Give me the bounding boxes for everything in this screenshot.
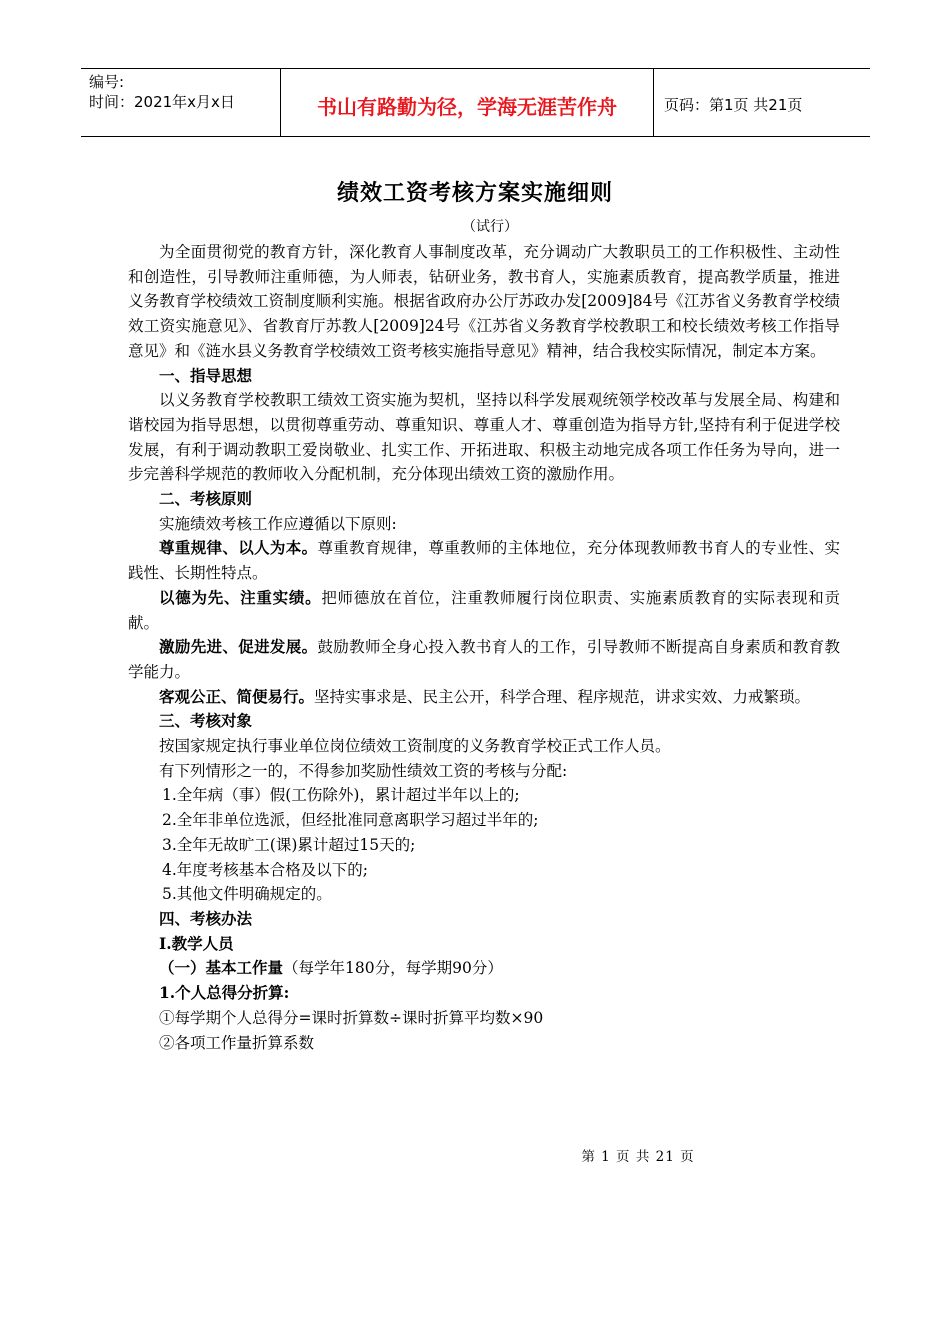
basic-workload-label: （一）基本工作量	[159, 958, 284, 978]
guiding-thought-paragraph: 以义务教育学校教职工绩效工资实施为契机，坚持以科学发展观统领学校改革与发展全局、构建和谐校园为指导思想，以贯彻尊重劳动、尊重知识、尊重人才、尊重创造为指导方针,坚持有利于促进学校发展，有利于调动教职工爱岗敬业、扎实工作、开拓进取、积极主动地完成各项工作任务为导向，进一步完善科学规范的教师收入分配机制，充分体现出绩效工资的激励作用。	[128, 391, 840, 484]
header-motto: 书山有路勤为径，学海无涯苦作舟	[317, 95, 617, 119]
exclusion-item: 5.其他文件明确规定的。	[162, 885, 332, 904]
exclusion-item: 1.全年病（事）假(工伤除外)，累计超过半年以上的;	[162, 786, 520, 805]
page-footer: 第 1 页 共 21 页	[581, 1149, 695, 1165]
basic-workload-note: （每学年180分，每学期90分）	[283, 959, 503, 978]
intro-paragraph: 为全面贯彻党的教育方针，深化教育人事制度改革，充分调动广大教职员工的工作积极性、主动性和创造性，引导教师注重师德，为人师表，钻研业务，教书育人，实施素质教育，提高教学质量，推进义务教育学校绩效工资制度顺利实施。根据省政府办公厅苏政办发[2009]84号《江苏省义务教育学校绩效工资实施意见》、省教育厅苏教人[2009]24号《江苏省义务教育学校教职工和校长绩效考核工作指导意见》和《涟水县义务教育学校绩效工资考核实施指导意见》精神，结合我校实际情况，制定本方案。	[128, 243, 840, 360]
principle-paragraph	[128, 536, 840, 585]
principles-lead: 实施绩效考核工作应遵循以下原则:	[159, 514, 397, 533]
document-number-label: 编号:	[89, 73, 125, 91]
document-subtitle: （试行）	[462, 219, 518, 235]
principle-text: 尊重教育规律，尊重教师的主体地位，充分体现教师教书育人的专业性、实践性、长期性特点。	[128, 539, 840, 583]
principle-title: 客观公正、简便易行。	[159, 686, 315, 706]
principle-text: 把师德放在首位，注重教师履行岗位职责、实施素质教育的实际表现和贡献。	[128, 588, 840, 632]
header-page-label: 页码：第1页 共21页	[664, 96, 803, 114]
header-left-cell	[81, 69, 281, 136]
principle-text: 鼓励教师全身心投入教书育人的工作，引导教师不断提高自身素质和教育教学能力。	[128, 638, 840, 681]
document-date-label: 时间：2021年x月x日	[89, 93, 235, 111]
subsection-score-conversion: 1.个人总得分折算:	[159, 983, 290, 1003]
principle-text: 坚持实事求是、民主公开，科学合理、程序规范，讲求实效、力戒繁琐。	[314, 687, 811, 706]
principle-paragraph	[128, 685, 840, 710]
exclusions-lead: 有下列情形之一的，不得参加奖励性绩效工资的考核与分配:	[159, 761, 568, 780]
section-heading-guiding-thought: 一、指导思想	[159, 365, 253, 385]
document-body	[128, 240, 840, 1055]
exclusion-item: 2.全年非单位选派，但经批准同意离职学习超过半年的;	[162, 811, 539, 830]
coefficient-item: ②各项工作量折算系数	[159, 1033, 315, 1052]
targets-paragraph: 按国家规定执行事业单位岗位绩效工资制度的义务教育学校正式工作人员。	[159, 737, 671, 756]
section-heading-principles: 二、考核原则	[159, 489, 253, 509]
header-middle-cell	[281, 69, 654, 136]
exclusion-item: 3.全年无故旷工(课)累计超过15天的;	[162, 835, 416, 854]
subsection-teaching-staff: Ⅰ.教学人员	[159, 933, 234, 953]
document-title: 绩效工资考核方案实施细则	[336, 180, 613, 206]
section-heading-targets: 三、考核对象	[159, 711, 253, 731]
principle-paragraph	[128, 586, 840, 635]
principle-paragraph	[128, 635, 840, 684]
principle-title: 尊重规律、以人为本。	[159, 538, 318, 558]
page-header	[81, 68, 870, 137]
exclusion-item: 4.年度考核基本合格及以下的;	[162, 860, 369, 879]
section-heading-methods: 四、考核办法	[159, 908, 253, 928]
subsection-basic-workload	[128, 956, 840, 981]
formula-item: ①每学期个人总得分=课时折算数÷课时折算平均数×90	[159, 1008, 544, 1027]
principle-title: 激励先进、促进发展。	[159, 637, 318, 657]
principle-title: 以德为先、注重实绩。	[159, 587, 322, 607]
header-right-cell	[654, 69, 870, 136]
